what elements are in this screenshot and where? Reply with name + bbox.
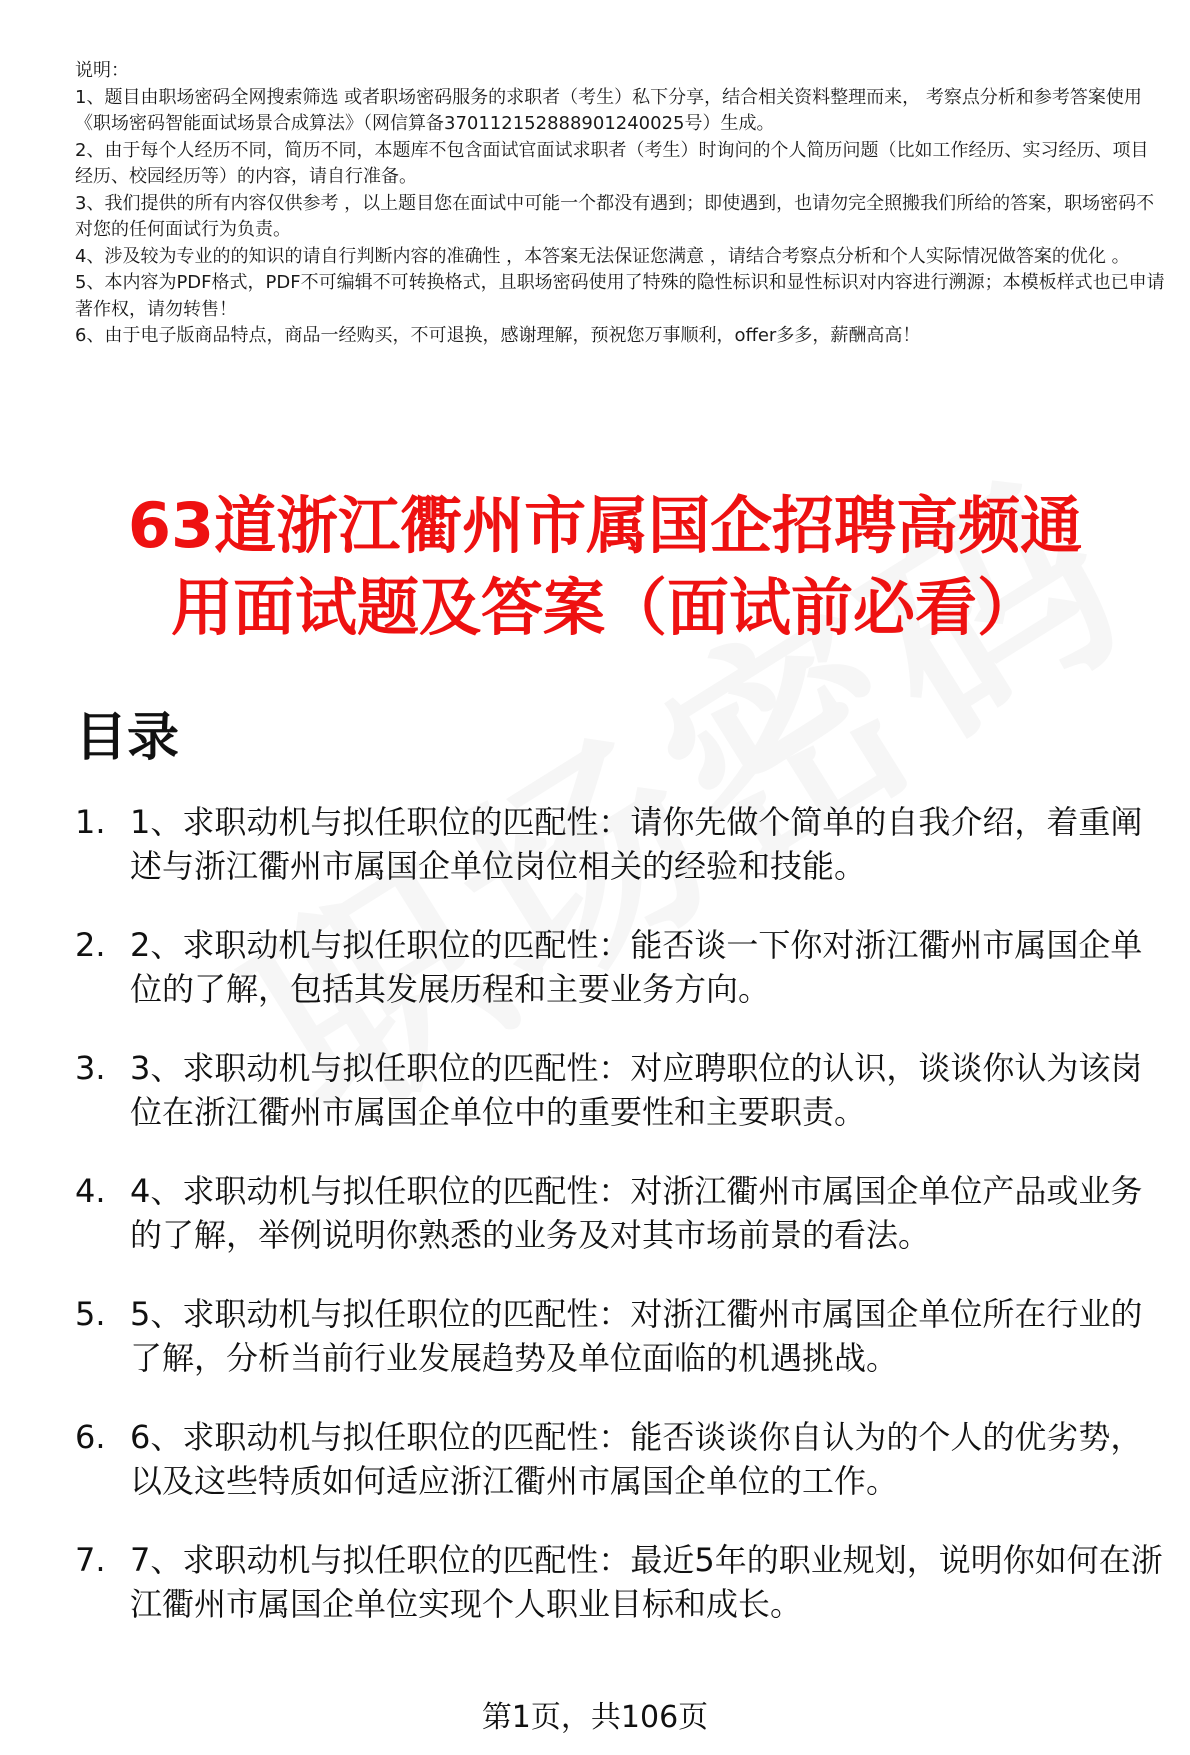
toc-item-number: 7. (75, 1541, 106, 1579)
document-title (60, 485, 1150, 649)
toc-item-number: 5. (75, 1295, 106, 1333)
toc-item[interactable] (75, 923, 1170, 1011)
toc-item[interactable] (75, 800, 1170, 888)
toc-item[interactable] (75, 1292, 1170, 1380)
title-line-2: 用面试题及答案（面试前必看） (170, 571, 1039, 644)
toc-item-number: 4. (75, 1172, 106, 1210)
toc-item-text: 2、求职动机与拟任职位的匹配性：能否谈一下你对浙江衢州市属国企单位的了解，包括其发展历程和主要业务方向。 (130, 926, 1143, 1008)
toc-heading: 目录 (75, 708, 180, 768)
toc-item-text: 1、求职动机与拟任职位的匹配性：请你先做个简单的自我介绍，着重阐述与浙江衢州市属国企单位岗位相关的经验和技能。 (130, 803, 1143, 885)
note-item: 3、我们提供的所有内容仅供参考 ，以上题目您在面试中可能一个都没有遇到；即使遇到，也请勿完全照搬我们所给的答案，职场密码不对您的任何面试行为负责。 (75, 192, 1155, 240)
toc-list (75, 800, 1170, 1661)
note-item: 6、由于电子版商品特点，商品一经购买，不可退换，感谢理解，预祝您万事顺利，offer多多，薪酬高高！ (75, 325, 921, 346)
toc-item-text: 3、求职动机与拟任职位的匹配性：对应聘职位的认识，谈谈你认为该岗位在浙江衢州市属国企单位中的重要性和主要职责。 (130, 1049, 1143, 1131)
toc-item-number: 1. (75, 803, 106, 841)
toc-item-text: 6、求职动机与拟任职位的匹配性：能否谈谈你自认为的个人的优劣势，以及这些特质如何适应浙江衢州市属国企单位的工作。 (130, 1418, 1143, 1500)
note-item: 5、本内容为PDF格式，PDF不可编辑不可转换格式，且职场密码使用了特殊的隐性标识和显性标识对内容进行溯源；本模板样式也已申请著作权，请勿转售！ (75, 272, 1165, 320)
toc-item[interactable] (75, 1046, 1170, 1134)
toc-item[interactable] (75, 1169, 1170, 1257)
toc-item[interactable] (75, 1415, 1170, 1503)
note-item: 2、由于每个人经历不同，简历不同，本题库不包含面试官面试求职者（考生）时询问的个人简历问题（比如工作经历、实习经历、项目经历、校园经历等）的内容，请自行准备。 (75, 139, 1149, 187)
toc-item-number: 6. (75, 1418, 106, 1456)
toc-item-number: 3. (75, 1049, 106, 1087)
page-footer: 第1页，共106页 (481, 1700, 709, 1735)
notes-heading: 说明： (75, 60, 129, 81)
title-line-1: 63道浙江衢州市属国企招聘高频通 (127, 489, 1083, 562)
note-item: 4、涉及较为专业的的知识的请自行判断内容的准确性 ，本答案无法保证您满意 ，请结合考察点分析和个人实际情况做答案的优化 。 (75, 245, 1130, 267)
toc-item-number: 2. (75, 926, 106, 964)
toc-item-text: 5、求职动机与拟任职位的匹配性：对浙江衢州市属国企单位所在行业的了解，分析当前行业发展趋势及单位面临的机遇挑战。 (130, 1295, 1143, 1377)
toc-item-text: 7、求职动机与拟任职位的匹配性：最近5年的职业规划，说明你如何在浙江衢州市属国企单位实现个人职业目标和成长。 (130, 1541, 1163, 1623)
note-item: 1、题目由职场密码全网搜索筛选 或者职场密码服务的求职者（考生）私下分享，结合相关资料整理而来， 考察点分析和参考答案使用《职场密码智能面试场景合成算法》（网信算备370112152888901240025号）生成。 (75, 86, 1142, 134)
toc-item-text: 4、求职动机与拟任职位的匹配性：对浙江衢州市属国企单位产品或业务的了解，举例说明你熟悉的业务及对其市场前景的看法。 (130, 1172, 1143, 1254)
toc-item[interactable] (75, 1538, 1170, 1626)
disclaimer-notes (75, 58, 1165, 350)
